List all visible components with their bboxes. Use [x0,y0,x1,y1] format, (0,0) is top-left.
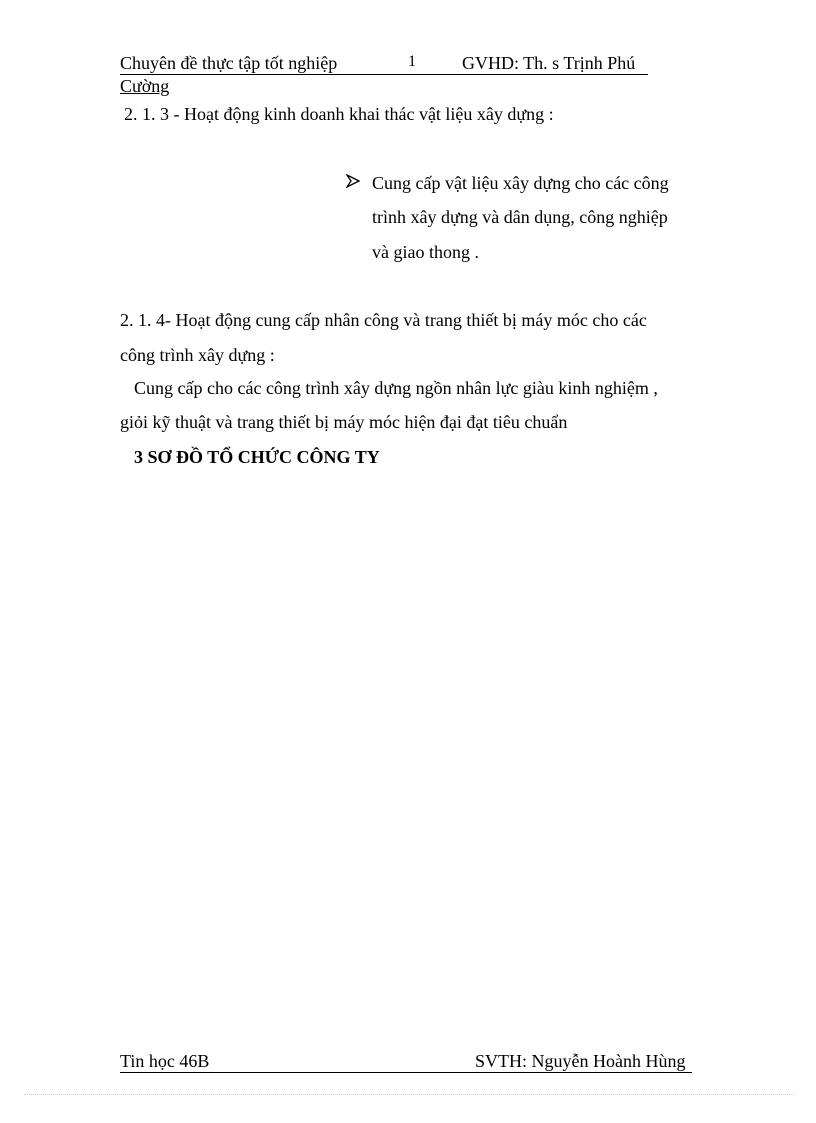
page-edge-divider [24,1094,794,1095]
header-advisor: GVHD: Th. s Trịnh Phú [462,53,636,73]
section-2-1-4-heading: công trình xây dựng : [120,345,275,365]
bullet-line: Cung cấp vật liệu xây dựng cho các công [372,173,669,193]
bullet-line: trình xây dựng và dân dụng, công nghiệp [372,207,668,227]
page-number: 1 [408,53,416,70]
section-2-1-4-body: giỏi kỹ thuật và trang thiết bị máy móc hiện đại đạt tiêu chuẩn [120,412,568,432]
header-title: Chuyên đề thực tập tốt nghiệp [120,53,338,73]
section-2-1-4-heading: 2. 1. 4- Hoạt động cung cấp nhân công và trang thiết bị máy móc cho các [120,310,647,330]
bullet-line: và giao thong . [372,242,479,262]
section-3-heading: 3 SƠ ĐỒ TỔ CHỨC CÔNG TY [134,447,380,467]
header-advisor-continued: Cường [120,76,170,96]
section-2-1-4-body: Cung cấp cho các công trình xây dựng ngồn nhân lực giàu kinh nghiệm , [134,378,658,398]
footer-left: Tin học 46B [120,1051,210,1071]
section-2-1-3-heading: 2. 1. 3 - Hoạt động kinh doanh khai thác vật liệu xây dựng : [124,104,554,124]
arrow-bullet-icon [346,174,360,193]
footer-right: SVTH: Nguyễn Hoành Hùng [475,1051,686,1071]
